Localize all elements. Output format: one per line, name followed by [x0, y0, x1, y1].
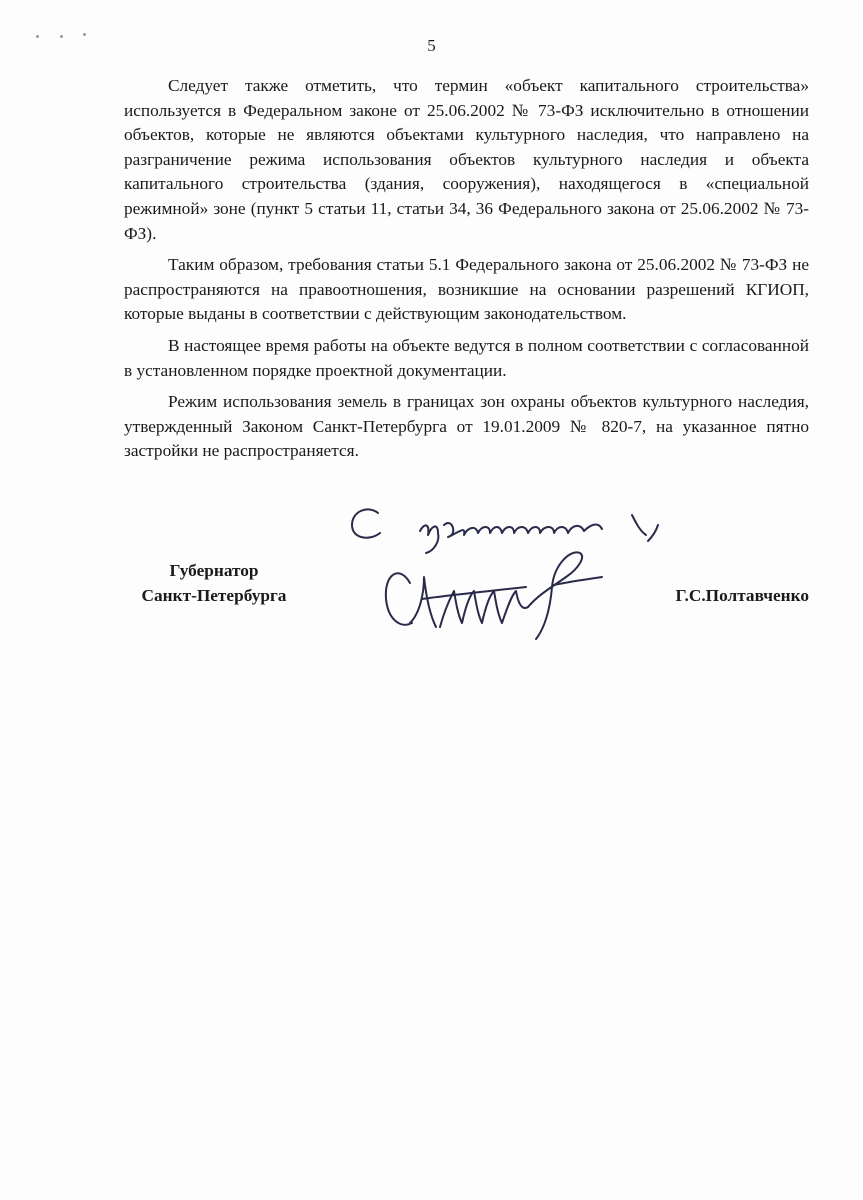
signatory-title-line2: Санкт-Петербурга: [141, 586, 287, 605]
signatory-title: [124, 558, 304, 608]
signatory-name: Г.С.Полтавченко: [675, 586, 809, 605]
paragraph-1: Следует также отметить, что термин «объект капитального строительства» используется в Федеральном законе от 25.06.2002 № 73-ФЗ исключительно в отношении объектов, которые не являются объектами культурного наследия, что направлено на разграничение режима использования объектов культурного наследия и объекта капитального строительства (здания, сооружения), находящегося в «специальной режимной» зоне (пункт 5 статьи 11, статьи 34, 36 Федерального закона от 25.06.2002 № 73-ФЗ).: [124, 76, 809, 243]
letter-body: [124, 74, 809, 471]
paragraph-4: Режим использования земель в границах зон охраны объектов культурного наследия, утвержденный Законом Санкт-Петербурга от 19.01.2009 № 820-7, на указанное пятно застройки не распространяется.: [124, 392, 809, 461]
handwritten-signature: [340, 495, 680, 655]
paragraph-3: В настоящее время работы на объекте ведутся в полном соответствии с согласованной в установленном порядке проектной документации.: [124, 335, 809, 380]
signature-scribble: [386, 552, 602, 639]
signatory-title-line1: Губернатор: [169, 561, 259, 580]
page-number: 5: [427, 36, 436, 55]
handwritten-closing: [352, 509, 658, 553]
paragraph-2: Таким образом, требования статьи 5.1 Федерального закона от 25.06.2002 № 73-ФЗ не распространяются на правоотношения, возникшие на основании разрешений КГИОП, которые выданы в соответствии с действующим законодательством.: [124, 255, 809, 324]
